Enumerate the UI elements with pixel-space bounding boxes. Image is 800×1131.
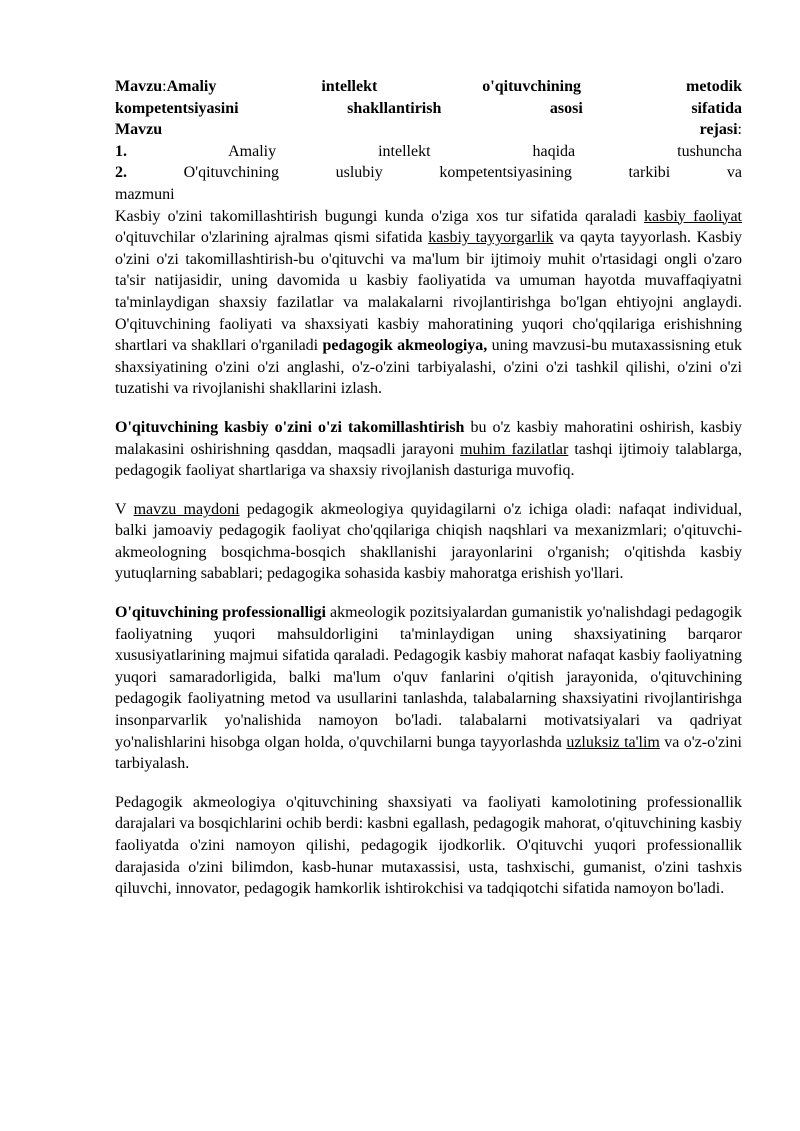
title-line-1: Mavzu:Amaliy intellekt o'qituvchining metodik — [115, 78, 742, 95]
title-line-2 — [115, 98, 742, 120]
paragraph-4: O'qituvchining professionalligi akmeologik pozitsiyalardan gumanistik yo'nalishdagi pedagogik faoliyatning yuqori mahsuldorligini ta'minlaydigan uning shaxsiyatining barqaror xususiyatlarining majmui sifatida qaraladi. Pedagogik kasbiy mahorat nafaqat kasbiy faoliyatning yuqori samaradorligida, balki ma'lum o'quv fanlarini o'qitish jarayonida, o'qituvchining pedagogik faoliyatning metod va usullarini tanlashda, talabalarning shaxsiyatini rivojlantirishga insonparvarlik yo'nalishida namoyon bo'ladi. talabalarni motivatsiyalari va qadriyat yo'nalishlarini hisobga olgan holda, o'quvchilarni bunga tayyorlashda uzluksiz ta'lim va o'z-o'zini tarbiyalash. — [115, 604, 743, 773]
link-kasbiy-tayyorgarlik[interactable]: kasbiy tayyorgarlik — [428, 229, 554, 247]
plan-item-2: 2. O'qituvchining uslubiy kompetentsiyasining tarkibi va — [115, 164, 743, 182]
document-page — [115, 76, 742, 900]
paragraph-2: O'qituvchining kasbiy o'zini o'zi takomillashtirish bu o'z kasbiy mahoratini oshirish, kasbiy malakasini oshirishning qasddan, maqsadli jarayoni muhim fazilatlar tashqi ijtimoiy talablarga, pedagogik faoliyat shartlariga va shaxsiy rivojlanish dasturiga muvofiq. — [115, 418, 743, 480]
plan-item-1: 1. Amaliy intellekt haqida tushuncha — [115, 142, 742, 160]
paragraph-1: Kasbiy o'zini takomillashtirish bugungi kunda o'ziga xos tur sifatida qaraladi kasbiy faoliyat o'qituvchilar o'zlarining ajralmas qismi sifatida kasbiy tayyorgarlik va qayta tayyorlash. Kasbiy o'zini o'zi takomillashtirish-bu o'qituvchi va ma'lum bir ijtimoiy muhit o'rtasidagi ongli o'zaro ta'sir natijasidir, uning davomida u kasbiy faoliyatida va umuman hayotda muvaffaqiyatni ta'minlaydigan shaxsiy fazilatlar va malakalarni rivojlantirishga bo'lgan ehtiyojni anglaydi. O'qituvchining faoliyati va shaxsiyati kasbiy mahoratining yuqori cho'qqilariga erishishning shartlari va shakllari o'rganiladi pedagogik akmeologiya, uning mavzusi-bu mutaxassisning etuk shaxsiyatining o'zini o'zi anglashi, o'z-o'zini tarbiyalashi, o'zini o'zi tashkil qilishi, o'zini o'zi tuzatishi va rivojlanishi shakllarini izlash. — [115, 207, 742, 398]
title-text-2: kompetentsiyasini shakllantirish asosi sifatida — [115, 99, 742, 117]
link-mavzu-maydoni[interactable]: mavzu maydoni — [133, 500, 240, 518]
title-text-1: Amaliy intellekt o'qituvchining metodik — [166, 78, 742, 95]
link-kasbiy-faoliyat[interactable]: kasbiy faoliyat — [644, 207, 742, 225]
plan-item-2-cont: mazmuni — [115, 185, 175, 203]
link-muhim-fazilatlar[interactable]: muhim fazilatlar — [460, 440, 569, 458]
paragraph-3: V mavzu maydoni pedagogik akmeologiya quyidagilarni o'z ichiga oladi: nafaqat individual, balki jamoaviy pedagogik faoliyat cho'qqilariga chiqish naqshlari va mexanizmlari; o'qituvchi-akmeologning bosqichma-bosqich shakllanishi jarayonlarini o'rganish; o'qitishda kasbiy yutuqlarning sabablari; pedagogika sohasida kasbiy mahoratga erishish yo'llari. — [115, 500, 743, 583]
link-uzluksiz-talim[interactable]: uzluksiz ta'lim — [566, 733, 660, 751]
paragraph-5: Pedagogik akmeologiya o'qituvchining shaxsiyati va faoliyati kamolotining professionallik darajalari va bosqichlarini ochib berdi: kasbni egallash, pedagogik mahorat, o'qituvchining kasbiy faoliyatda o'zini namoyon qilishi, pedagogik ijodkorlik. O'qituvchi yuqori professionallik darajasida o'zini bilimdon, kasb-hunar mutaxassisi, usta, tashxischi, gumanist, o'zini tashxis qiluvchi, innovator, pedagogik hamkorlik ishtirokchisi va tadqiqotchi sifatida namoyon bo'ladi. — [115, 793, 742, 898]
mavzu-label: Mavzu — [115, 78, 163, 95]
plan-heading: Mavzu rejasi: — [115, 121, 742, 139]
